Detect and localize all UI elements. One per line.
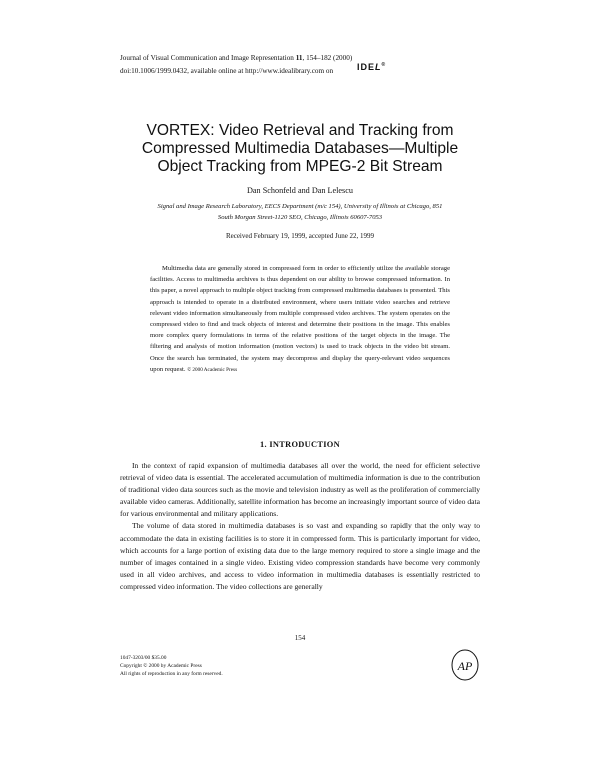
body-text — [120, 460, 480, 593]
ideal-logo: IDEL® — [357, 62, 387, 72]
author-affiliation: Signal and Image Research Laboratory, EECS Department (m/c 154), University of Illinois at Chicago, 851 South Morgan Street-1120 SEO, Chicago, Illinois 60607-7053 — [157, 203, 443, 221]
abstract-copyright: © 2000 Academic Press — [187, 366, 238, 373]
academic-press-logo — [450, 648, 480, 682]
ideal-logo-mark: L — [375, 62, 382, 72]
article-authors: Dan Schonfeld and Dan Lelescu — [247, 186, 353, 195]
page-number: 154 — [294, 634, 306, 642]
abstract — [150, 263, 450, 376]
footer-notice — [120, 654, 320, 678]
received-dates: Received February 19, 1999, accepted June 22, 1999 — [225, 232, 375, 240]
journal-citation: Journal of Visual Communication and Image Representation 11, 154–182 (2000) — [120, 54, 353, 62]
academic-press-logo-text: AP — [457, 659, 473, 673]
copyright-line: Copyright © 2000 by Academic Press — [120, 663, 202, 669]
journal-header — [120, 52, 480, 78]
section-heading: 1. INTRODUCTION — [260, 440, 340, 449]
paragraph: In the context of rapid expansion of multimedia databases all over the world, the need for efficient selective retrieval of video data is essential. The accelerated accumulation of multimedia information is due to the contribution of traditional video data sources such as the movie and television industry as well as the proliferation of commercially available video cameras. Additionally, satellite information has become an increasingly important source of video data for various environmental and military applications. — [120, 461, 480, 519]
rights-line: All rights of reproduction in any form reserved. — [120, 671, 223, 677]
abstract-text: Multimedia data are generally stored in compressed form in order to efficiently utilize the available storage facilities. Access to multimedia archives is thus dependent on our ability to browse compressed information. In this paper, a novel approach to multiple object tracking from compressed multimedia databases is presented. This approach is intended to operate in a distributed environment, where users initiate video searches and retrieve relevant video information simultaneously from multiple compressed video archives. The system operates on the compressed video to find and track objects of interest and determine their positions in the image. This enables more complex query formulations in terms of the relative positions of the target objects in the image. The filtering and analysis of motion information (motion vectors) is used to track objects in the video bit stream. Once the search has terminated, the system may decompress and display the query-relevant video sequences upon request. — [150, 265, 450, 373]
doi-line: doi:10.1006/1999.0432, available online at http://www.idealibrary.com on — [120, 67, 334, 75]
article-title: VORTEX: Video Retrieval and Tracking from Compressed Multimedia Databases—Multiple Object Tracking from MPEG-2 Bit Stream — [141, 122, 459, 175]
volume-number: 11 — [295, 54, 303, 62]
paragraph: The volume of data stored in multimedia databases is so vast and expanding so rapidly that the only way to accommodate the data in existing facilities is to store it in compressed form. This is particularly important for video, which accounts for a large portion of existing data due to the large memory required to store a single image and the number of images contained in a single video. Existing video compression standards have become very commonly used in all video archives, and access to video information in multimedia databases is essentially restricted to compressed video information. The video collections are generally — [120, 521, 480, 591]
issn-price: 1047-3203/00 $35.00 — [120, 655, 167, 661]
